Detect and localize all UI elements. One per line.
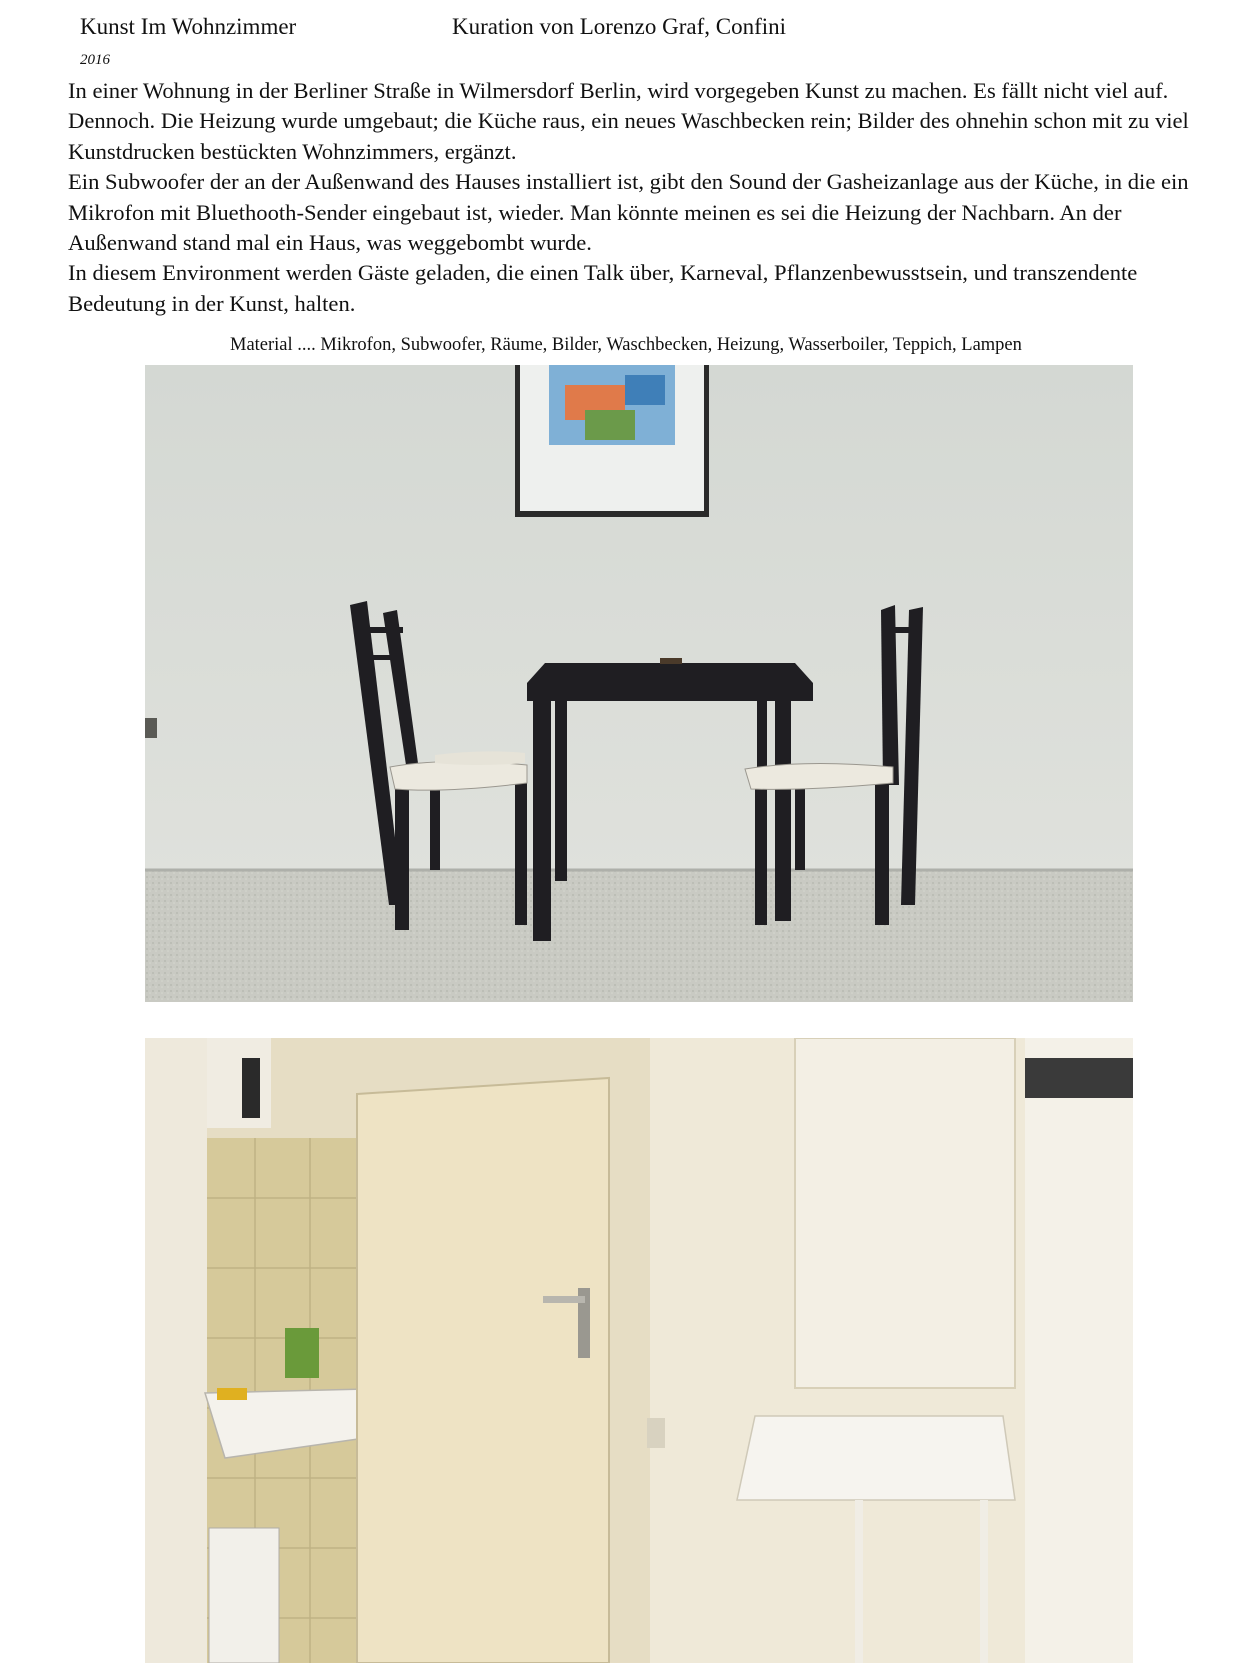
paragraph-intro: In einer Wohnung in der Berliner Straße in Wilmersdorf Berlin, wird vorgegeben Kunst zu machen. Es fällt nicht viel auf. Dennoch. Die Heizung wurde umgebaut; die Küche raus, ein neues Waschbecken rein; Bilder des ohnehin schon mit zu viel Kunstdrucken bestückten Wohnzimmers, ergänzt.	[68, 78, 1189, 164]
door	[357, 1078, 609, 1663]
curator-credit: Kuration von Lorenzo Graf, Confini	[452, 14, 787, 39]
paragraph-subwoofer: Ein Subwoofer der an der Außenwand des Hauses installiert ist, gibt den Sound der Gasheizanlage aus der Küche, in die ein Mikrofon mit Bluethooth-Sender eingebaut ist, wieder. Man könnte meinen es sei die Heizung der Nachbarn. An der Außenwand stand mal ein Haus, was weggebombt wurde.	[68, 169, 1189, 256]
window	[795, 1038, 1015, 1388]
paragraph-environment: In diesem Environment werden Gäste geladen, die einen Talk über, Karneval, Pflanzenbewusstsein, und transzendente Bedeutung in der Kunst, halten.	[68, 260, 1138, 316]
framed-picture	[515, 365, 709, 517]
living-room-illustration	[145, 365, 1133, 1002]
living-room-photo	[145, 365, 1133, 1002]
body-text	[68, 76, 1218, 319]
kitchen-illustration	[145, 1038, 1133, 1663]
year-label: 2016	[80, 52, 110, 68]
fold-down-table	[737, 1416, 1015, 1500]
material-list: Material .... Mikrofon, Subwoofer, Räume, Bilder, Waschbecken, Heizung, Wasserboiler, Teppich, Lampen	[230, 335, 1022, 355]
water-heater	[207, 1038, 271, 1128]
kitchen-photo	[145, 1038, 1133, 1663]
water-boiler	[1025, 1038, 1133, 1663]
document-title: Kunst Im Wohnzimmer	[80, 14, 297, 39]
